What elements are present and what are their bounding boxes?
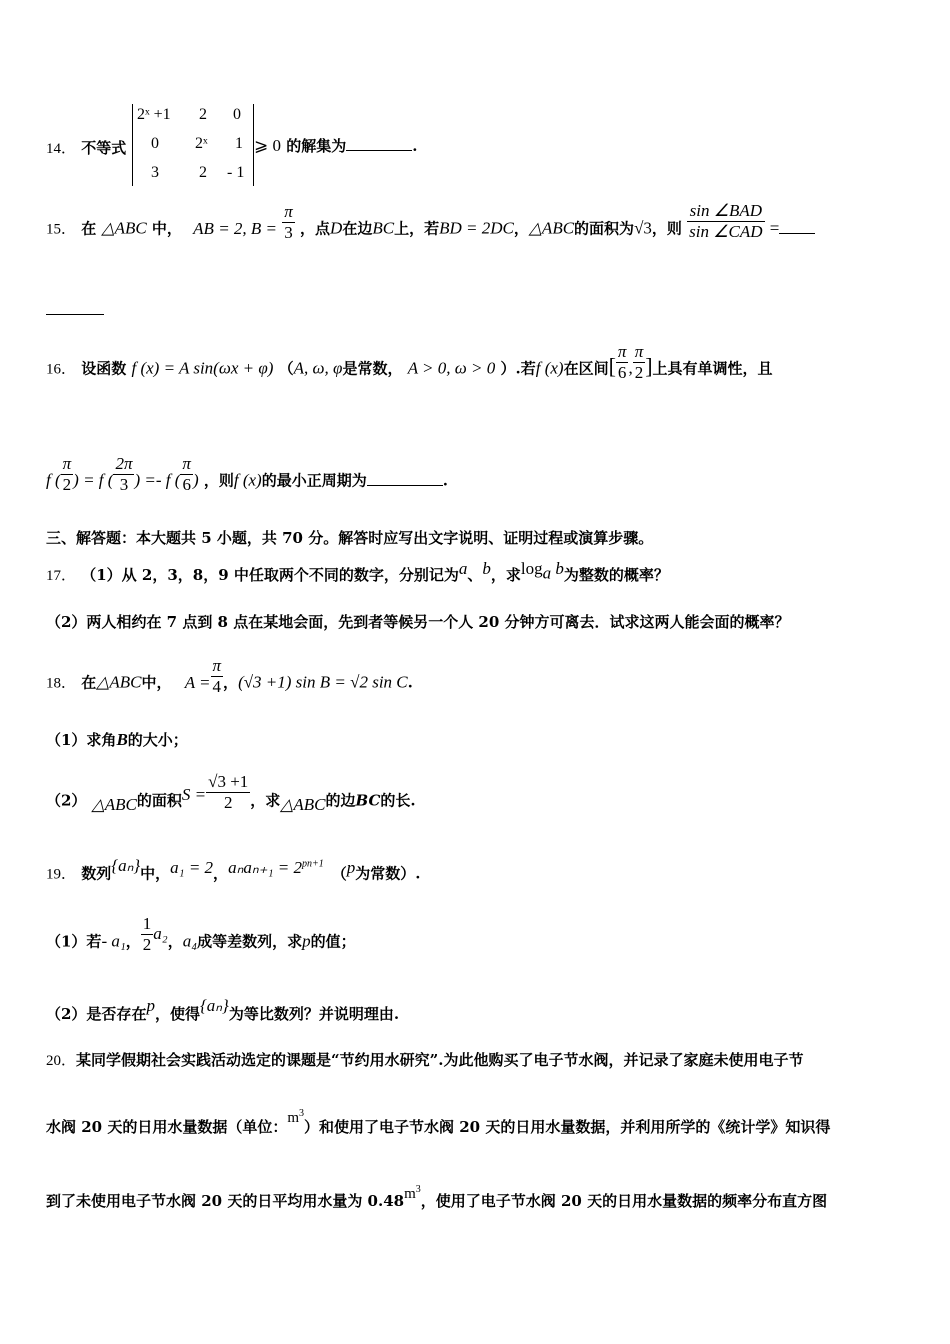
q19-part1 (46, 914, 356, 955)
q19-text: （1）若 (46, 932, 102, 951)
q15-ratio: BD = 2DC (439, 218, 514, 238)
q18-text: 的面积 (136, 791, 182, 810)
log-expr: $\log_a b$ (520, 559, 564, 583)
q16-text: 的最小正周期为 (261, 471, 367, 490)
q18-text: ，求 (250, 791, 281, 810)
angle-b: B (116, 730, 128, 749)
q16-condition: A > 0, ω > 0 (407, 358, 496, 378)
q18-text: 的长. (380, 791, 416, 810)
q15-text: 中， (151, 219, 182, 238)
q18-part1 (46, 730, 188, 750)
fx: f (x) (233, 470, 262, 490)
q16-text: 在区间 (563, 359, 609, 378)
sqrt3: √3 (634, 218, 652, 238)
q14-end: . (412, 137, 418, 155)
fx: f (x) (535, 358, 564, 378)
var-b: b (482, 559, 491, 578)
q19-number: 19． (46, 866, 77, 883)
q19-text: （2）是否存在 (46, 1005, 147, 1023)
q15-text: 在 (81, 219, 97, 238)
fraction-pi-3: $\frac{\pi}{3}$ (284, 202, 293, 242)
det-cell: 0 (233, 106, 241, 123)
sequence-a: {aₙ} (199, 996, 229, 1015)
q20-text: 到了未使用电子节水阀 20 天的日平均用水量为 0.48 (46, 1192, 405, 1210)
q19-text: （ (331, 864, 347, 883)
q19-text: ， (167, 932, 183, 951)
q19-text: 成等差数列，求 (197, 932, 303, 951)
q19-term: - a₁ (101, 931, 126, 951)
q20-line1 (46, 1050, 804, 1071)
det-cell: 2ˣ +1 (137, 106, 171, 123)
fraction-area: $\frac{√3 +1}{2}$ (208, 772, 249, 812)
q20-line2 (46, 1108, 831, 1138)
det-cell: 2 (199, 106, 207, 123)
q15-text: 上，若 (394, 219, 440, 238)
fraction-sin-ratio: $\frac{\text{sin ∠BAD}}{\text{sin ∠CAD}}$ (689, 201, 763, 241)
q19-part2 (46, 996, 400, 1024)
unit-m3: $m^3$ (287, 1108, 304, 1126)
q19-text: 为等比数列？并说明理由. (228, 1005, 400, 1023)
q19-a1: a₁ = 2 (170, 857, 214, 877)
det-cell: 2ˣ (195, 135, 208, 152)
q19-line1 (46, 855, 421, 885)
q18-line1 (46, 656, 413, 697)
sequence-a: {aₙ} (111, 855, 141, 875)
q14-tail (254, 136, 417, 156)
q17-sep: 、 (467, 566, 483, 584)
var-p: p (346, 857, 356, 877)
q16-line1 (46, 342, 773, 383)
q19-text: ， (213, 864, 229, 883)
q17-text: 为整数的概率？ (563, 566, 669, 584)
answer-blank-cont (46, 300, 104, 315)
answer-blank (346, 136, 412, 151)
section-header: 三、解答题：本大题共 5 小题，共 70 分。解答时应写出文字说明、证明过程或演算步骤。 (46, 529, 654, 547)
q16-function: f (x) = A sin(ωx + φ) (131, 358, 274, 378)
q19-text: 为常数）. (355, 864, 421, 883)
q16-params: A, ω, φ (293, 358, 343, 378)
fraction-pi-4: $\frac{\pi}{4}$ (212, 656, 222, 696)
q16-number: 16． (46, 361, 77, 378)
q19-term: a₄ (182, 931, 198, 951)
var-p: p (146, 996, 155, 1015)
q16-eq: ) (192, 470, 199, 490)
q19-text: ，使得 (154, 1005, 200, 1023)
fraction-2pi-3: $\frac{2\pi}{3}$ (115, 454, 133, 494)
bracket: [ (608, 353, 616, 379)
q18-text: 在 (81, 673, 97, 692)
q20-line3 (46, 1184, 828, 1212)
q16-end: . (442, 471, 448, 490)
q16-text: 是常数， (342, 359, 403, 378)
q17-part2: （2）两人相约在 7 点到 8 点在某地会面，先到者等候另一个人 20 分钟方可离去．试求这两人能会面的概率？ (46, 613, 790, 631)
q16-text: （ (278, 359, 294, 378)
q18-text: （2） (46, 791, 87, 810)
angle-a: A = (184, 672, 211, 692)
q15-text: ， (513, 219, 529, 238)
q15-condition: AB = 2, B = (193, 218, 278, 238)
q15-text: ，点 (300, 219, 331, 238)
q16-eq: ) = f ( (73, 470, 114, 490)
q18-text: 的边 (325, 791, 356, 810)
q16-text: 上具有单调性，且 (652, 359, 773, 378)
q17-text: ，求 (490, 566, 521, 584)
q18-text: （1）求角 (46, 731, 117, 749)
q14-relation: ⩾ 0 (254, 136, 281, 155)
answer-blank (779, 219, 815, 234)
unit-m3: $m^3$ (404, 1184, 421, 1202)
q15-number: 15． (46, 221, 77, 238)
var-p: p (302, 931, 311, 951)
det-cell: 3 (151, 164, 159, 181)
segment-bc: BC (355, 791, 381, 810)
fraction-pi-6: $\frac{\pi}{6}$ (617, 342, 627, 382)
triangle-abc: △ABC (528, 218, 575, 238)
segment-bc: BC (372, 218, 395, 238)
q19-text: 数列 (81, 864, 112, 883)
q15-line (46, 201, 815, 243)
det-cell: 2 (199, 164, 207, 181)
q20-text: ，使用了电子节水阀 20 天的日用水量数据的频率分布直方图 (420, 1192, 828, 1210)
area-s: S = (181, 784, 207, 804)
det-cell: 1 (235, 135, 243, 152)
q18-equation: (√3 +1) sin B = √2 sin C (238, 672, 408, 692)
q18-number: 18． (46, 675, 77, 692)
q16-eq: ) =- f ( (134, 470, 181, 490)
q14-postfix: 的解集为 (286, 137, 347, 155)
q17-line1 (46, 559, 669, 589)
bracket: ] (645, 353, 653, 379)
point-d: D (330, 218, 343, 238)
q18-text: ， (223, 673, 239, 692)
q15-text: 的面积为 (574, 219, 635, 238)
q18-text: 的大小； (127, 731, 188, 749)
q14-prefix: 不等式 (81, 139, 127, 157)
q14-number: 14． (46, 141, 77, 157)
q19-recurrence: $a_na_{n+1} = 2^{pn+1}$ (228, 857, 324, 877)
triangle-abc: △ABC (96, 672, 142, 692)
q16-line2 (46, 454, 448, 495)
q18-text: 中， (141, 673, 172, 692)
triangle-abc: △ABC (101, 218, 147, 238)
q20-text: 水阀 20 天的日用水量数据（单位： (46, 1118, 288, 1136)
q16-text: ）.若 (500, 359, 536, 378)
fraction-pi-2: $\frac{\pi}{2}$ (634, 342, 644, 382)
triangle-abc: △ABC (280, 794, 326, 814)
fraction-half: $\frac{1}{2}$ (142, 914, 152, 954)
q16-text: 设函数 (81, 359, 127, 378)
fraction-pi-6: $\frac{\pi}{6}$ (182, 454, 191, 494)
q19-term: a₂ (153, 923, 168, 943)
triangle-abc: △ABC (91, 794, 137, 814)
q19-text: ， (125, 932, 141, 951)
q16-eq: f ( (46, 470, 61, 490)
answer-blank (367, 471, 443, 486)
q18-end: . (407, 673, 413, 692)
q15-text: 在边 (342, 219, 373, 238)
q16-text: ，则 (203, 471, 234, 490)
q14-line (46, 138, 126, 159)
q20-text: ）和使用了电子节水阀 20 天的日用水量数据，并利用所学的《统计学》知识得 (304, 1118, 831, 1136)
q15-text: ，则 (651, 219, 682, 238)
q20-text: 某同学假期社会实践活动选定的课题是“节约用水研究”.为此他购买了电子节水阀，并记录了家庭未使用电子节 (76, 1051, 804, 1069)
det-cell: 0 (151, 135, 159, 152)
q19-text: 中， (140, 864, 171, 883)
q20-number: 20． (46, 1053, 77, 1069)
var-a: a (458, 559, 468, 578)
comma: , (628, 358, 633, 378)
q14-determinant (132, 104, 254, 186)
fraction-pi-2: $\frac{\pi}{2}$ (62, 454, 72, 494)
det-cell: - 1 (227, 164, 245, 181)
q17-text: （1）从 2，3，8，9 中任取两个不同的数字，分别记为 (81, 566, 459, 584)
q19-text: 的值； (310, 932, 356, 951)
q17-number: 17． (46, 568, 77, 584)
q18-part2 (46, 772, 416, 814)
equals: = (769, 218, 780, 238)
